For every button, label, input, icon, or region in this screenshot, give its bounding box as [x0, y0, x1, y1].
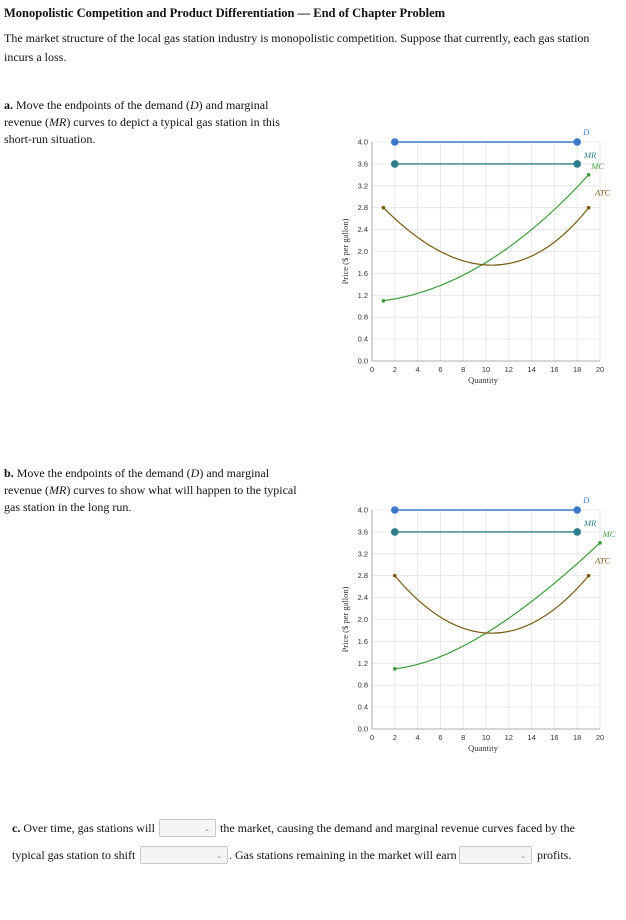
- profit-type-dropdown[interactable]: [459, 846, 532, 864]
- series-mr-handle[interactable]: [391, 160, 399, 168]
- x-tick-label: 12: [504, 733, 513, 742]
- series-atc-label: ATC: [594, 187, 611, 198]
- chart-b[interactable]: [330, 493, 626, 763]
- series-d-handle[interactable]: [391, 138, 399, 146]
- question-a: [4, 97, 304, 148]
- question-a-d: D: [189, 98, 199, 112]
- page-title: Monopolistic Competition and Product Differentiation — End of Chapter Problem: [4, 6, 446, 20]
- series-mr-handle[interactable]: [573, 528, 581, 536]
- y-tick-label: 2.0: [357, 615, 368, 624]
- x-axis-label: Quantity: [468, 743, 498, 753]
- question-c-seg2: the market, causing the demand and marginal revenue curves faced by the: [220, 821, 575, 835]
- x-tick-label: 18: [573, 365, 582, 374]
- x-tick-label: 10: [481, 365, 491, 374]
- chart-a-svg[interactable]: [330, 125, 626, 395]
- question-c-seg1: Over time, gas stations will: [20, 821, 155, 835]
- question-a-text-1: Move the endpoints of the demand (: [13, 98, 190, 112]
- question-b-d: D: [190, 466, 200, 480]
- series-d-label: D: [583, 495, 590, 505]
- chevron-down-icon: ⌄: [204, 825, 210, 833]
- y-tick-label: 1.2: [357, 290, 368, 300]
- x-tick-label: 6: [438, 365, 443, 374]
- y-tick-label: 2.4: [357, 225, 368, 235]
- series-atc-curve: [395, 576, 589, 633]
- x-tick-label: 8: [461, 365, 466, 374]
- y-tick-label: 1.2: [357, 658, 368, 668]
- question-b-mr: MR: [48, 483, 67, 497]
- question-a-mr: MR: [48, 115, 67, 129]
- series-mc-label: MC: [602, 528, 616, 539]
- chevron-down-icon: ⌄: [520, 852, 526, 860]
- y-tick-label: 0.8: [357, 680, 368, 690]
- series-atc-point: [587, 206, 591, 210]
- question-c-line-1: [12, 821, 155, 836]
- x-tick-label: 20: [595, 365, 605, 374]
- series-mr-label: MR: [584, 149, 597, 160]
- x-tick-label: 2: [392, 365, 397, 374]
- question-c-seg5: profits.: [537, 848, 572, 862]
- series-d-handle[interactable]: [391, 506, 399, 514]
- x-tick-label: 10: [481, 733, 491, 742]
- x-tick-label: 6: [438, 733, 443, 742]
- question-a-text-2: ) and marginal revenue (: [4, 98, 269, 129]
- series-mr-handle[interactable]: [391, 528, 399, 536]
- y-tick-label: 2.4: [357, 593, 368, 603]
- series-d-label: D: [583, 127, 590, 137]
- series-mc-point: [393, 667, 397, 671]
- x-tick-label: 2: [392, 733, 397, 742]
- enter-exit-dropdown[interactable]: [159, 819, 216, 837]
- series-mr-handle[interactable]: [573, 160, 581, 168]
- y-tick-label: 0.8: [357, 312, 368, 322]
- x-tick-label: 20: [595, 733, 605, 742]
- question-c-seg4: . Gas stations remaining in the market will earn: [229, 848, 457, 862]
- series-mc-label: MC: [591, 160, 604, 171]
- x-axis-label: Quantity: [468, 375, 498, 385]
- y-tick-label: 4.0: [357, 505, 368, 515]
- series-mc-point: [598, 541, 602, 545]
- x-tick-label: 4: [415, 733, 420, 742]
- y-tick-label: 1.6: [357, 636, 368, 646]
- question-a-text-3: ) curves to depict a typical gas station in this short-run situation.: [4, 115, 280, 146]
- question-a-letter: a.: [4, 98, 13, 112]
- series-mc-point: [587, 173, 591, 177]
- y-tick-label: 3.2: [357, 181, 368, 191]
- y-tick-label: 3.2: [357, 549, 368, 559]
- y-tick-label: 3.6: [357, 159, 368, 169]
- x-tick-label: 8: [461, 733, 466, 742]
- question-b-letter: b.: [4, 466, 14, 480]
- series-d-handle[interactable]: [573, 138, 581, 146]
- series-atc-label: ATC: [594, 555, 611, 566]
- question-b: [4, 465, 304, 516]
- y-tick-label: 2.8: [357, 571, 368, 581]
- x-tick-label: 16: [550, 365, 559, 374]
- y-tick-label: 1.6: [357, 268, 368, 278]
- y-axis-label: Price ($ per gallon): [340, 218, 350, 285]
- y-tick-label: 0.0: [357, 356, 368, 366]
- shift-direction-dropdown[interactable]: [140, 846, 228, 864]
- question-b-text-1: Move the endpoints of the demand (: [13, 466, 191, 480]
- problem-intro: The market structure of the local gas station industry is monopolistic competition. Suppose that currently, each gas station incurs a loss.: [4, 31, 590, 64]
- x-tick-label: 14: [527, 733, 536, 742]
- chart-b-svg[interactable]: [330, 493, 626, 763]
- x-tick-label: 14: [527, 365, 536, 374]
- series-atc-point: [382, 206, 386, 210]
- x-tick-label: 0: [369, 365, 375, 374]
- question-c-seg3: typical gas station to shift: [12, 848, 136, 862]
- y-tick-label: 0.4: [357, 334, 368, 344]
- series-d-handle[interactable]: [573, 506, 581, 514]
- y-tick-label: 0.0: [357, 724, 368, 734]
- series-mc-point: [382, 299, 386, 303]
- series-atc-point: [587, 574, 591, 578]
- x-tick-label: 4: [415, 365, 420, 374]
- series-atc-point: [393, 574, 397, 578]
- series-mr-label: MR: [584, 517, 597, 528]
- x-tick-label: 12: [504, 365, 513, 374]
- question-b-text-3: ) curves to show what will happen to the typical gas station in the long run.: [4, 483, 297, 514]
- y-tick-label: 4.0: [357, 137, 368, 147]
- x-tick-label: 18: [573, 733, 582, 742]
- x-tick-label: 0: [369, 733, 375, 742]
- question-c-letter: c.: [12, 821, 21, 835]
- chevron-down-icon: ⌄: [216, 852, 222, 860]
- x-tick-label: 16: [550, 733, 559, 742]
- y-tick-label: 0.4: [357, 702, 368, 712]
- y-axis-label: Price ($ per gallon): [340, 586, 350, 653]
- question-b-text-2: ) and marginal revenue (: [4, 466, 270, 497]
- y-tick-label: 2.0: [357, 247, 368, 256]
- chart-a[interactable]: [330, 125, 626, 395]
- y-tick-label: 2.8: [357, 203, 368, 213]
- y-tick-label: 3.6: [357, 527, 368, 537]
